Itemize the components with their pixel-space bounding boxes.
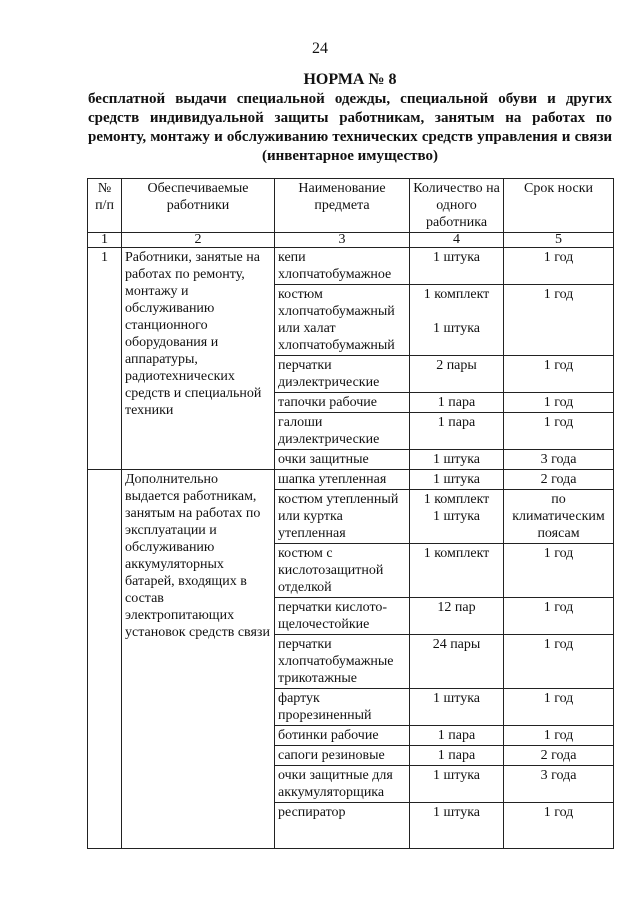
item-term: 3 года (504, 766, 614, 803)
item-quantity-primary: 1 комплект (423, 287, 490, 302)
column-number: 5 (504, 233, 614, 248)
item-quantity (410, 490, 504, 544)
header-workers: Обеспечиваемые работники (122, 179, 275, 233)
item-quantity: 1 комплект (410, 544, 504, 598)
item-name: очки защитные (275, 450, 410, 470)
column-number: 4 (410, 233, 504, 248)
item-quantity: 1 штука (410, 803, 504, 849)
item-name: перчатки кислото-щелочестойкие (275, 598, 410, 635)
item-quantity: 1 штука (410, 689, 504, 726)
item-name: перчатки хлопчатобумажные трикотажные (275, 635, 410, 689)
item-name: костюм хлопчатобумажный или халат хлопчатобумажный (275, 285, 410, 356)
document-subtitle: бесплатной выдачи специальной одежды, специальной обуви и других средств индивидуальной защиты работникам, занятым на работах по ремонту, монтажу и обслуживанию технических средств управления и связи (инвентарное имущество) (88, 91, 612, 164)
table-row (88, 248, 614, 285)
workers-category: Дополнительно выдается работникам, занятым на работах по эксплуатации и обслуживанию аккумуляторных батарей, входящих в состав электропитающих установок средств связи (122, 470, 275, 849)
workers-category: Работники, занятые на работах по ремонту, монтажу и обслуживанию станционного оборудования и аппаратуры, радиотехнических средств и специальной техники (122, 248, 275, 470)
column-number: 3 (275, 233, 410, 248)
spacer (413, 303, 500, 320)
item-term: 1 год (504, 803, 614, 849)
title-block (88, 70, 612, 166)
item-name: респиратор (275, 803, 410, 849)
column-number: 1 (88, 233, 122, 248)
header-item: Наименование предмета (275, 179, 410, 233)
item-name: ботинки рабочие (275, 726, 410, 746)
item-name: костюм с кислотозащитной отделкой (275, 544, 410, 598)
item-term: по климатическим поясам (504, 490, 614, 544)
item-quantity: 1 пара (410, 726, 504, 746)
item-quantity: 1 штука (410, 470, 504, 490)
item-term: 1 год (504, 689, 614, 726)
item-quantity: 12 пар (410, 598, 504, 635)
row-number (88, 470, 122, 849)
item-name: тапочки рабочие (275, 393, 410, 413)
table-header-row (88, 179, 614, 233)
item-quantity-alt: 1 штука (432, 321, 481, 336)
item-quantity (410, 285, 504, 356)
item-name: перчатки диэлектрические (275, 356, 410, 393)
header-quantity: Количество на одного работника (410, 179, 504, 233)
item-term: 3 года (504, 450, 614, 470)
item-name: кепи хлопчатобумажное (275, 248, 410, 285)
item-term: 1 год (504, 248, 614, 285)
item-name: шапка утепленная (275, 470, 410, 490)
item-term: 1 год (504, 356, 614, 393)
item-quantity-primary: 1 комплект (423, 492, 490, 507)
item-quantity: 1 штука (410, 248, 504, 285)
item-name: сапоги резиновые (275, 746, 410, 766)
item-term: 1 год (504, 285, 614, 356)
column-number-row (88, 233, 614, 248)
item-term: 1 год (504, 598, 614, 635)
document-title: НОРМА № 8 (303, 71, 397, 88)
item-name: галоши диэлектрические (275, 413, 410, 450)
item-quantity: 1 пара (410, 393, 504, 413)
item-name: костюм утепленный или куртка утепленная (275, 490, 410, 544)
item-quantity: 1 пара (410, 746, 504, 766)
item-term: 1 год (504, 413, 614, 450)
table-row (88, 470, 614, 490)
item-quantity: 2 пары (410, 356, 504, 393)
item-term: 2 года (504, 746, 614, 766)
item-quantity-alt: 1 штука (432, 509, 481, 524)
item-term: 1 год (504, 544, 614, 598)
item-name: фартук прорезиненный (275, 689, 410, 726)
page-number: 24 (312, 40, 328, 57)
norms-table (87, 178, 614, 849)
header-term: Срок носки (504, 179, 614, 233)
item-quantity: 24 пары (410, 635, 504, 689)
item-term: 1 год (504, 393, 614, 413)
header-number: № п/п (88, 179, 122, 233)
column-number: 2 (122, 233, 275, 248)
item-name: очки защитные для аккумуляторщика (275, 766, 410, 803)
item-quantity: 1 штука (410, 766, 504, 803)
item-term: 1 год (504, 635, 614, 689)
row-number: 1 (88, 248, 122, 470)
item-term: 1 год (504, 726, 614, 746)
item-term: 2 года (504, 470, 614, 490)
item-quantity: 1 штука (410, 450, 504, 470)
item-quantity: 1 пара (410, 413, 504, 450)
